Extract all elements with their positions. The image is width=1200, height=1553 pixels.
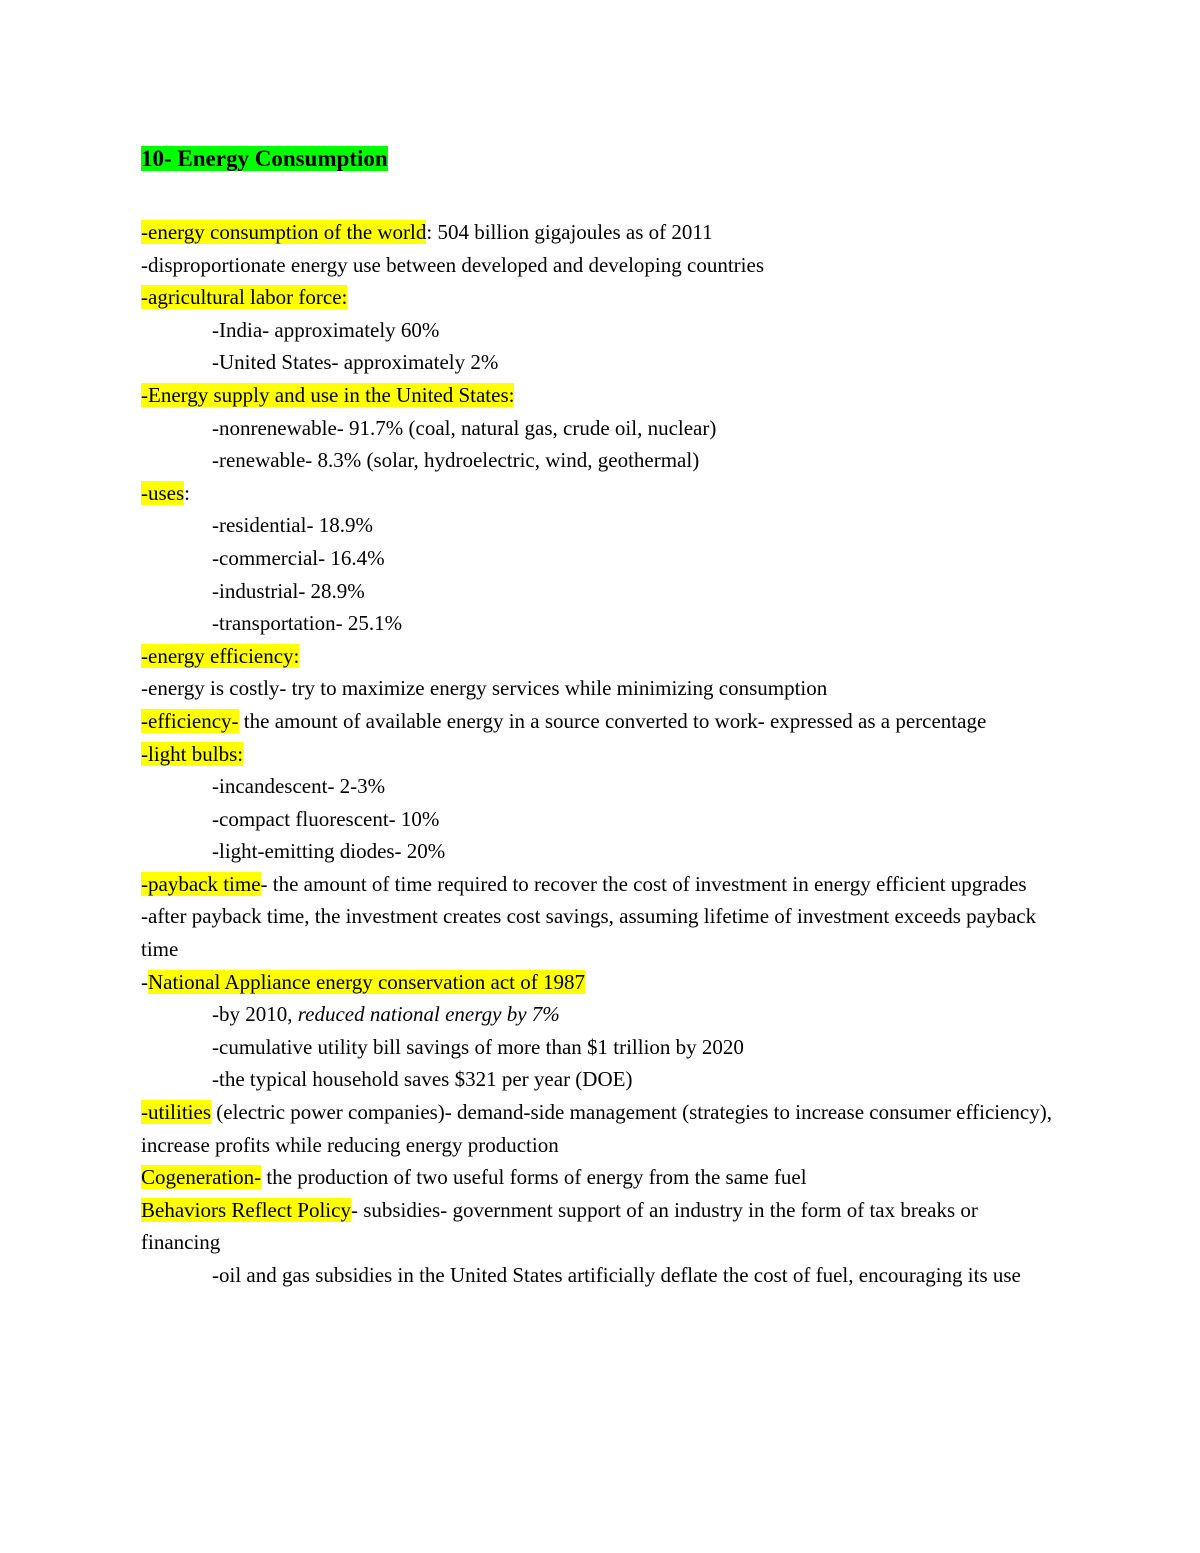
note-line <box>141 281 1061 314</box>
title-highlight: 10- Energy Consumption <box>141 146 388 171</box>
highlighted-term: -uses <box>141 480 185 505</box>
note-line <box>141 1096 1061 1161</box>
page-title <box>141 140 388 178</box>
note-subline: -commercial- 16.4% <box>212 545 385 570</box>
note-subline: -transportation- 25.1% <box>212 611 403 636</box>
note-subline: -United States- approximately 2% <box>212 350 499 375</box>
note-subline: -light-emitting diodes- 20% <box>212 839 446 864</box>
highlighted-term: -efficiency- <box>141 708 239 733</box>
note-line <box>141 966 1061 999</box>
highlighted-term: -payback time <box>141 871 261 896</box>
note-line <box>141 640 1061 673</box>
note-text: - subsidies- government support of an industry in the form of tax breaks or financing <box>141 1197 978 1255</box>
note-line <box>141 705 1061 738</box>
note-subline: -cumulative utility bill savings of more than $1 trillion by 2020 <box>212 1034 744 1059</box>
note-subline: -incandescent- 2-3% <box>212 774 386 799</box>
note-line: -after payback time, the investment creates cost savings, assuming lifetime of investment exceeds payback time <box>141 904 1037 962</box>
note-text: the amount of available energy in a source converted to work- expressed as a percentage <box>238 708 987 733</box>
note-subline: -nonrenewable- 91.7% (coal, natural gas, crude oil, nuclear) <box>212 415 717 440</box>
note-text: -by 2010, <box>212 1002 298 1027</box>
note-text: (electric power companies)- demand-side management (strategies to increase consumer efficiency), increase profits while reducing energy production <box>141 1100 1052 1157</box>
note-line <box>141 1161 1061 1194</box>
highlighted-term: -agricultural labor force: <box>141 285 348 310</box>
note-line <box>141 477 1061 510</box>
highlighted-term: -energy efficiency: <box>141 643 300 668</box>
highlighted-term: -energy consumption of the world <box>141 220 427 244</box>
note-text: : <box>184 480 191 505</box>
note-subline: -the typical household saves $321 per year (DOE) <box>212 1067 633 1092</box>
note-subline: -industrial- 28.9% <box>212 578 365 603</box>
note-line <box>141 868 1061 901</box>
note-line <box>141 738 1061 771</box>
note-subline: -oil and gas subsidies in the United States artificially deflate the cost of fuel, encouraging its use <box>212 1263 1021 1287</box>
note-line: -disproportionate energy use between developed and developing countries <box>141 252 764 277</box>
emphasis-text: reduced national energy by 7% <box>297 1002 560 1027</box>
highlighted-term: -utilities <box>141 1100 211 1125</box>
note-text: the production of two useful forms of energy from the same fuel <box>261 1165 807 1190</box>
note-line: -energy is costly- try to maximize energy services while minimizing consumption <box>141 676 828 701</box>
highlighted-term: Behaviors Reflect Policy <box>141 1197 351 1222</box>
note-line <box>141 1194 1061 1259</box>
note-subline: -India- approximately 60% <box>212 317 440 342</box>
note-subline: -renewable- 8.3% (solar, hydroelectric, wind, geothermal) <box>212 448 700 473</box>
note-subline: -compact fluorescent- 10% <box>212 806 440 831</box>
note-text: - <box>141 969 148 994</box>
note-line <box>141 216 1061 249</box>
note-line <box>141 379 1061 412</box>
note-text: : 504 billion gigajoules as of 2011 <box>426 220 713 244</box>
highlighted-term: National Appliance energy conservation act of 1987 <box>148 969 585 994</box>
highlighted-term: -light bulbs: <box>141 741 244 766</box>
notes-body <box>141 216 1061 1292</box>
highlighted-term: -Energy supply and use in the United States: <box>141 382 515 407</box>
highlighted-term: Cogeneration- <box>141 1165 262 1190</box>
note-subline: -residential- 18.9% <box>212 513 373 538</box>
note-text: - the amount of time required to recover the cost of investment in energy efficient upgrades <box>260 871 1027 896</box>
note-subline <box>141 998 1061 1031</box>
